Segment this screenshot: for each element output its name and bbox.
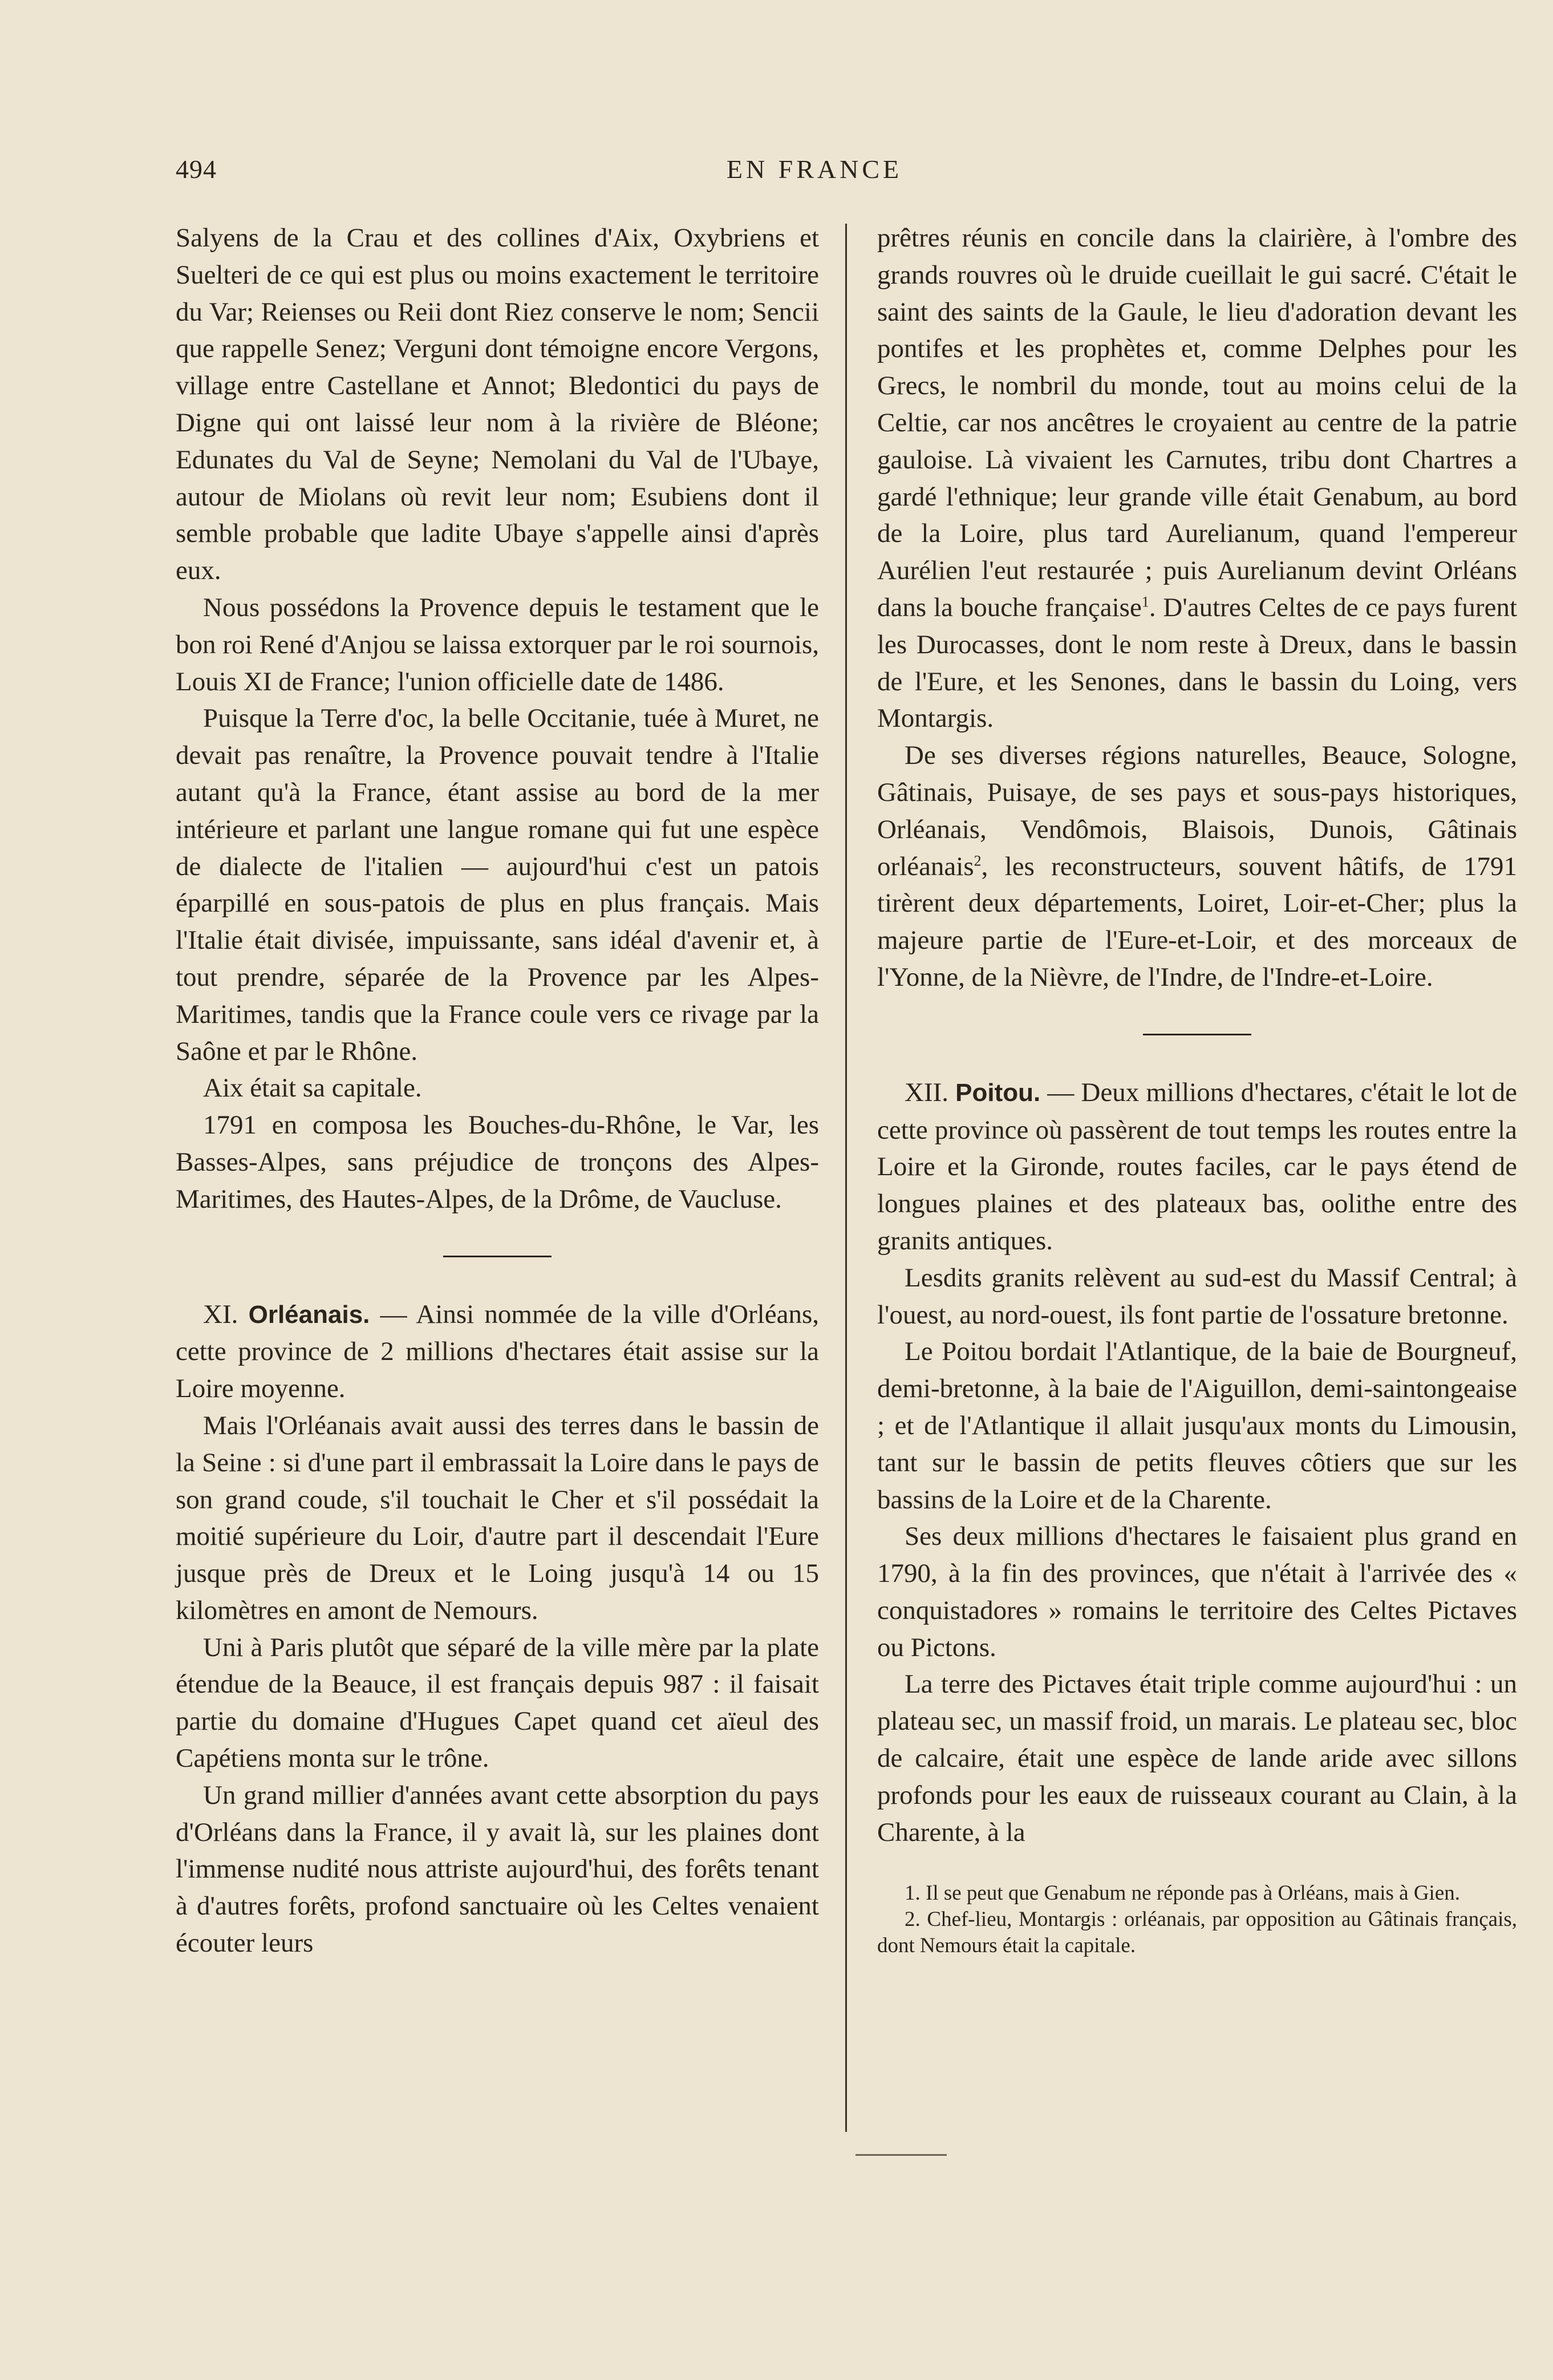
paragraph: Puisque la Terre d'oc, la belle Occitanie, tuée à Muret, ne devait pas renaître, la Provence pouvait tendre à l'Italie autant qu'à la France, étant assise au bord de la mer intérieure et parlant une langue romane qui fut une espèce de dialecte de l'italien — aujourd'hui c'est un patois éparpillé en sous-patois de plus en plus français. Mais l'Italie était divisée, impuissante, sans idéal d'avenir et, à tout prendre, séparée de la Provence par les Alpes-Maritimes, tandis que la France coule vers ce rivage par la Saône et par le Rhône.	[176, 703, 819, 1066]
section-divider	[1143, 1034, 1251, 1035]
paragraph: Salyens de la Crau et des collines d'Aix, Oxybriens et Suelteri de ce qui est plus ou moins exactement le territoire du Var; Reienses ou Reii dont Riez conserve le nom; Sencii que rappelle Senez; Verguni dont témoigne encore Vergons, village entre Castellane et Annot; Bledontici du pays de Digne qui ont laissé leur nom à la rivière de Bléone; Edunates du Val de Seyne; Nemolani du Val de l'Ubaye, autour de Miolans où revit leur nom; Esubiens dont il semble probable que ladite Ubaye s'appelle ainsi d'après eux.	[176, 223, 819, 586]
section-heading-orleanais	[176, 1296, 819, 1407]
section-intro: — Deux millions d'hectares, c'était le lot de cette province où passèrent de tout temps les routes entre la Loire et la Gironde, routes faciles, car le pays étend de longues plaines et des plateaux bas, oolithe entre des granits antiques.	[877, 1077, 1517, 1256]
footnote-ref: 1	[1141, 593, 1149, 610]
text-run: prêtres réunis en concile dans la clairière, à l'ombre des grands rouvres où le druide cueillait le gui sacré. C'était le saint des saints de la Gaule, le lieu d'adoration devant les pontifes et les prophètes et, comme Delphes pour les Grecs, le nombril du monde, tout au moins celui de la Celtie, car nos ancêtres le croyaient au centre de la patrie gauloise. Là vivaient les Carnutes, tribu dont Chartres a gardé l'ethnique; leur grande ville était Genabum, au bord de la Loire, plus tard Aurelianum, quand l'empereur Aurélien l'eut restaurée ; puis Aurelianum devint Orléans dans la bouche française	[877, 223, 1517, 622]
paragraph: Lesdits granits relèvent au sud-est du Massif Central; à l'ouest, au nord-ouest, ils font partie de l'ossature bretonne.	[877, 1262, 1517, 1330]
page-number: 494	[176, 155, 217, 184]
paragraph: Le Poitou bordait l'Atlantique, de la baie de Bourgneuf, demi-bretonne, à la baie de l'Aiguillon, demi-saintongeaise ; et de l'Atlantique il allait jusqu'aux monts du Limousin, tant sur le bassin de petits fleuves côtiers que sur les bassins de la Loire et de la Charente.	[877, 1337, 1517, 1515]
footnotes	[877, 1880, 1517, 1959]
paragraph: Aix était sa capitale.	[203, 1073, 422, 1103]
text-run: De ses diverses régions naturelles, Beauce, Sologne, Gâtinais, Puisaye, de ses pays et sous-pays historiques, Orléanais, Vendômois, Blaisois, Dunois, Gâtinais orléanais	[877, 740, 1517, 881]
signature-mark	[855, 2154, 947, 2156]
section-title: Poitou.	[955, 1078, 1041, 1107]
section-number: XI.	[203, 1299, 238, 1329]
section-title: Orléanais.	[248, 1300, 370, 1329]
footnote-ref: 2	[974, 852, 982, 869]
paragraph: Un grand millier d'années avant cette absorption du pays d'Orléans dans la France, il y avait là, sur les plaines dont l'immense nudité nous attriste aujourd'hui, des forêts tenant à d'autres forêts, profond sanctuaire où les Celtes venaient écouter leurs	[176, 1780, 819, 1958]
page-header	[176, 154, 1453, 194]
running-title: EN FRANCE	[726, 155, 903, 184]
paragraph	[877, 220, 1517, 737]
footnote: 2. Chef-lieu, Montargis : orléanais, par opposition au Gâtinais français, dont Nemours était la capitale.	[877, 1908, 1517, 1958]
section-heading-poitou	[877, 1074, 1517, 1260]
paragraph: Mais l'Orléanais avait aussi des terres dans le bassin de la Seine : si d'une part il embrassait la Loire dans le pays de son grand coude, s'il touchait le Cher et s'il possédait la moitié supérieure du Loir, d'autre part il descendait l'Eure jusque près de Dreux et le Loing jusqu'à 14 ou 15 kilomètres en amont de Nemours.	[176, 1410, 819, 1625]
paragraph: Uni à Paris plutôt que séparé de la ville mère par la plate étendue de la Beauce, il est français depuis 987 : il faisait partie du domaine d'Hugues Capet quand cet aïeul des Capétiens monta sur le trône.	[176, 1632, 819, 1774]
right-column	[877, 220, 1517, 1959]
text-run: . D'autres Celtes de ce pays furent les Durocasses, dont le nom reste à Dreux, dans le bassin de l'Eure, et les Senones, dans le bassin du Loing, vers Montargis.	[877, 592, 1517, 734]
paragraph: La terre des Pictaves était triple comme aujourd'hui : un plateau sec, un massif froid, un marais. Le plateau sec, bloc de calcaire, était une espèce de lande aride avec sillons profonds pour les eaux de ruisseaux courant au Clain, à la Charente, à la	[877, 1669, 1517, 1847]
column-rule	[845, 224, 847, 2132]
paragraph: Nous possédons la Provence depuis le testament que le bon roi René d'Anjou se laissa extorquer par le roi sournois, Louis XI de France; l'union officielle date de 1486.	[176, 592, 819, 697]
footnote: 1. Il se peut que Genabum ne réponde pas à Orléans, mais à Gien.	[905, 1881, 1461, 1905]
section-intro: — Ainsi nommée de la ville d'Orléans, cette province de 2 millions d'hectares était assise sur la Loire moyenne.	[176, 1299, 819, 1404]
paragraph: 1791 en composa les Bouches-du-Rhône, le Var, les Basses-Alpes, sans préjudice de tronçons des Alpes-Maritimes, des Hautes-Alpes, de la Drôme, de Vaucluse.	[176, 1110, 819, 1214]
text-run: , les reconstructeurs, souvent hâtifs, de 1791 tirèrent deux départements, Loiret, Loir-et-Cher; plus la majeure partie de l'Eure-et-Loir, et des morceaux de l'Yonne, de la Nièvre, de l'Indre, de l'Indre-et-Loire.	[877, 851, 1517, 992]
section-divider	[443, 1256, 552, 1257]
paragraph	[877, 737, 1517, 996]
paragraph: Ses deux millions d'hectares le faisaient plus grand en 1790, à la fin des provinces, que n'était à l'arrivée des « conquistadores » romains le territoire des Celtes Pictaves ou Pictons.	[877, 1521, 1517, 1662]
section-number: XII.	[905, 1077, 948, 1107]
left-column	[176, 220, 819, 1962]
